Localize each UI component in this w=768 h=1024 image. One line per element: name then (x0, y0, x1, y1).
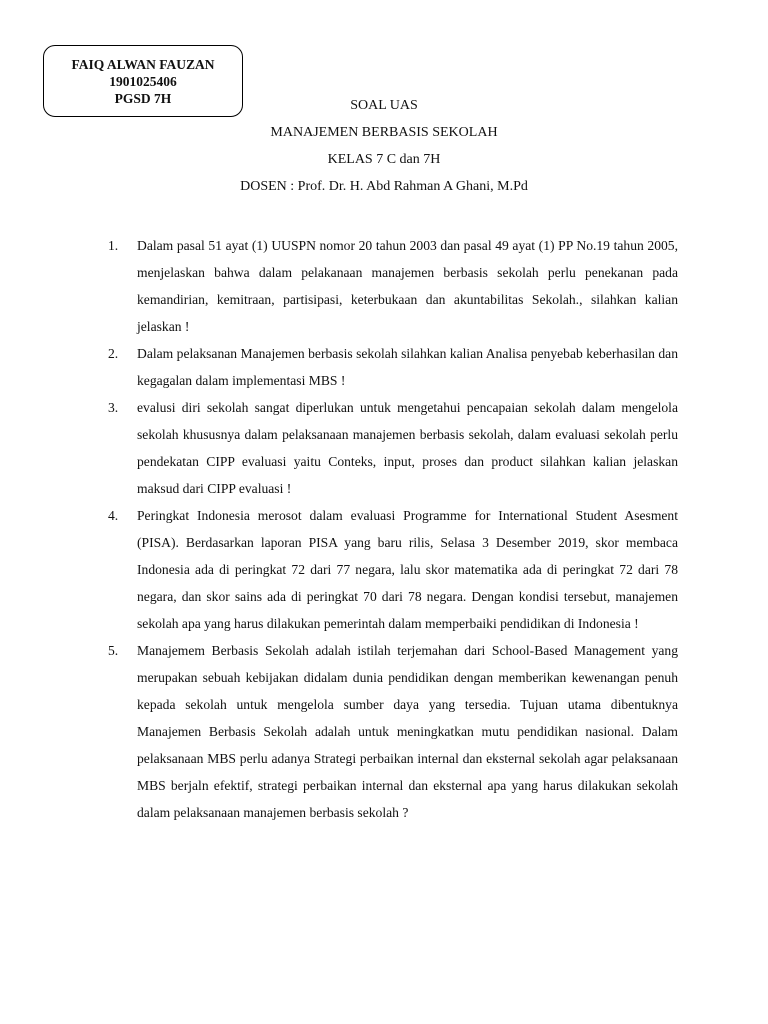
student-name: FAIQ ALWAN FAUZAN (71, 57, 215, 72)
question-item (108, 232, 678, 340)
document-title: SOAL UAS (350, 98, 418, 113)
student-class: PGSD 7H (114, 91, 172, 106)
question-item (108, 394, 678, 502)
question-list (108, 232, 678, 826)
question-item (108, 502, 678, 637)
document-header (0, 92, 768, 200)
document-lecturer: DOSEN : Prof. Dr. H. Abd Rahman A Ghani, M.Pd (240, 179, 528, 194)
question-text: Manajemem Berbasis Sekolah adalah istilah terjemahan dari School-Based Management yang merupakan sebuah kebijakan didalam dunia pendidikan dengan memberikan kewenangan penuh kepada sekolah untuk mengelola sumber daya yang tersedia. Tujuan utama dibentuknya Manajemen Berbasis Sekolah adalah untuk meningkatkan mutu pendidikan nasional. Dalam pelaksanaan MBS perlu adanya Strategi perbaikan internal dan eksternal sekolah agar pelaksanaan MBS berjaln efektif, strategi perbaikan internal dan eksternal apa yang harus dilakukan sekolah dalam pelaksanaan manajemen berbasis sekolah ? (137, 643, 678, 820)
question-item (108, 340, 678, 394)
question-text: Peringkat Indonesia merosot dalam evaluasi Programme for International Student Asesment (PISA). Berdasarkan laporan PISA yang baru rilis, Selasa 3 Desember 2019, skor membaca Indonesia ada di peringkat 72 dari 77 negara, lalu skor matematika ada di peringkat 72 dari 78 negara, dan skor sains ada di peringkat 70 dari 78 negara. Dengan kondisi tersebut, manajemen sekolah apa yang harus dilakukan pemerintah dalam memperbaiki pendidikan di Indonesia ! (137, 508, 678, 631)
question-item (108, 637, 678, 826)
question-number: 2. (108, 346, 119, 361)
student-id: 1901025406 (109, 74, 177, 89)
document-subject: MANAJEMEN BERBASIS SEKOLAH (270, 125, 498, 140)
question-number: 4. (108, 508, 119, 523)
question-number: 5. (108, 643, 119, 658)
question-text: Dalam pelaksanan Manajemen berbasis sekolah silahkan kalian Analisa penyebab keberhasilan dan kegagalan dalam implementasi MBS ! (137, 346, 678, 388)
question-number: 3. (108, 400, 119, 415)
question-text: evalusi diri sekolah sangat diperlukan untuk mengetahui pencapaian sekolah dalam mengelola sekolah khususnya dalam pelaksanaan manajemen berbasis sekolah, dalam evaluasi sekolah perlu pendekatan CIPP evaluasi yaitu Conteks, input, proses dan product silahkan kalian jelaskan maksud dari CIPP evaluasi ! (137, 400, 678, 496)
document-class: KELAS 7 C dan 7H (327, 152, 441, 167)
question-number: 1. (108, 238, 119, 253)
question-text: Dalam pasal 51 ayat (1) UUSPN nomor 20 tahun 2003 dan pasal 49 ayat (1) PP No.19 tahun 2005, menjelaskan bahwa dalam pelakanaan manajemen berbasis sekolah perlu penekanan pada kemandirian, kemitraan, partisipasi, keterbukaan dan akuntabilitas Sekolah., silahkan kalian jelaskan ! (137, 238, 678, 334)
